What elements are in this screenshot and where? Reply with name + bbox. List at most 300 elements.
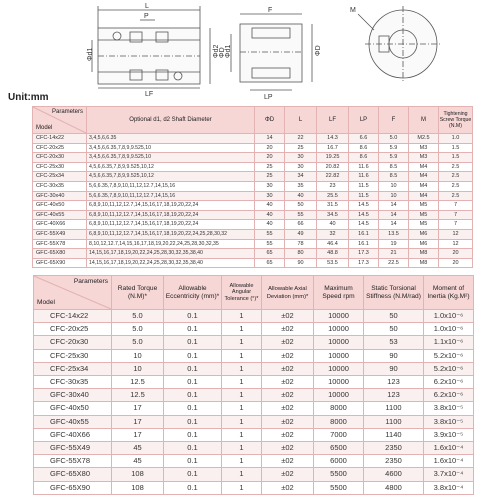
stiffness-cell: 50 <box>364 310 424 323</box>
header-LP: LP <box>349 107 379 134</box>
LF-cell: 25.5 <box>317 191 349 201</box>
eccentricity-cell: 0.1 <box>164 389 222 402</box>
max-speed-cell: 10000 <box>314 349 364 362</box>
max-speed-cell: 10000 <box>314 323 364 336</box>
F-cell: 10 <box>379 191 409 201</box>
phiD-cell: 30 <box>255 191 285 201</box>
stiffness-cell: 123 <box>364 389 424 402</box>
table-row <box>33 220 473 230</box>
F-cell: 8.5 <box>379 162 409 172</box>
table-row <box>34 310 474 323</box>
stiffness-cell: 2350 <box>364 442 424 455</box>
inertia-cell: 6.2x10⁻⁶ <box>424 389 474 402</box>
phiD-cell: 65 <box>255 249 285 259</box>
torque-cell: 12 <box>439 239 473 249</box>
stiffness-cell: 1100 <box>364 402 424 415</box>
M-cell: M8 <box>409 249 439 259</box>
shaft-diameter-cell: 5,6,6.35,7,8,9,10,11,12,12.7,14,15,16 <box>87 181 255 191</box>
axial-deviation-cell: ±02 <box>262 389 314 402</box>
table-row <box>33 210 473 220</box>
label-M: M <box>350 7 356 14</box>
eccentricity-cell: 0.1 <box>164 336 222 349</box>
axial-deviation-cell: ±02 <box>262 362 314 375</box>
phiD-cell: 25 <box>255 162 285 172</box>
header2-axial: Allowable Axial Deviation (mm)* <box>262 276 314 310</box>
max-speed-cell: 10000 <box>314 310 364 323</box>
F-cell: 5.0 <box>379 134 409 144</box>
eccentricity-cell: 0.1 <box>164 428 222 441</box>
max-speed-cell: 5500 <box>314 481 364 494</box>
eccentricity-cell: 0.1 <box>164 402 222 415</box>
header-F: F <box>379 107 409 134</box>
LF-cell: 34.5 <box>317 210 349 220</box>
table-row <box>34 442 474 455</box>
eccentricity-cell: 0.1 <box>164 468 222 481</box>
table-row <box>33 181 473 191</box>
LP-cell: 11.6 <box>349 162 379 172</box>
M-cell: M2.5 <box>409 134 439 144</box>
LP-cell: 14.5 <box>349 220 379 230</box>
model-cell: GFC-40X66 <box>33 220 87 230</box>
model-cell: GFC-40X66 <box>34 428 112 441</box>
table-row <box>34 402 474 415</box>
eccentricity-cell: 0.1 <box>164 310 222 323</box>
LF-cell: 22.82 <box>317 172 349 182</box>
torque-cell: 1.0 <box>439 134 473 144</box>
table-row <box>34 389 474 402</box>
F-cell: 14 <box>379 220 409 230</box>
model-cell: CFC-25x34 <box>34 362 112 375</box>
inertia-cell: 3.8x10⁻⁵ <box>424 415 474 428</box>
inertia-cell: 1.6x10⁻⁴ <box>424 442 474 455</box>
stiffness-cell: 90 <box>364 362 424 375</box>
M-cell: M6 <box>409 239 439 249</box>
LP-cell: 11.6 <box>349 172 379 182</box>
model-cell: GFC-55X78 <box>33 239 87 249</box>
model-cell: GFC-55X49 <box>33 229 87 239</box>
inertia-cell: 1.1x10⁻⁶ <box>424 336 474 349</box>
M-cell: M3 <box>409 143 439 153</box>
LP-cell: 17.3 <box>349 249 379 259</box>
label-F: F <box>268 7 273 14</box>
axial-deviation-cell: ±02 <box>262 442 314 455</box>
model-cell: CFC-30x35 <box>34 376 112 389</box>
model-cell: CFC-30x35 <box>33 181 87 191</box>
header2-ang: Allowable Angular Tolerance (°)* <box>222 276 262 310</box>
phiD-cell: 14 <box>255 134 285 144</box>
LF-cell: 20.82 <box>317 162 349 172</box>
table-row <box>33 143 473 153</box>
F-cell: 21 <box>379 249 409 259</box>
label-P: P <box>144 13 149 20</box>
torque-cell: 7 <box>439 201 473 211</box>
inertia-cell: 1.6x10⁻⁴ <box>424 455 474 468</box>
M-cell: M4 <box>409 172 439 182</box>
L-cell: 30 <box>285 153 317 163</box>
shaft-diameter-cell: 6,8,9,10,11,12,12.7,14,15,16,17,18,19,20,22,24 <box>87 220 255 230</box>
stiffness-cell: 4600 <box>364 468 424 481</box>
shaft-diameter-cell: 6,8,9,10,11,12,12.7,14,15,16,17,18,19,20,22,24,25,28,30,32 <box>87 229 255 239</box>
model-cell: CFC-20x30 <box>33 153 87 163</box>
F-cell: 13.5 <box>379 229 409 239</box>
table-row <box>33 201 473 211</box>
F-cell: 14 <box>379 210 409 220</box>
eccentricity-cell: 0.1 <box>164 415 222 428</box>
label-LF: LF <box>145 91 154 98</box>
F-cell: 14 <box>379 201 409 211</box>
rated-torque-cell: 45 <box>112 455 164 468</box>
LP-cell: 6.6 <box>349 134 379 144</box>
label-phi-d2: Φd2 <box>213 44 220 58</box>
L-cell: 80 <box>285 249 317 259</box>
M-cell: M6 <box>409 229 439 239</box>
LP-cell: 16.1 <box>349 229 379 239</box>
M-cell: M4 <box>409 191 439 201</box>
shaft-diameter-cell: 8,10,12,12.7,14,15,16,17,18,19,20,22,24,25,28,30,32,35 <box>87 239 255 249</box>
F-cell: 22.5 <box>379 258 409 268</box>
torque-cell: 7 <box>439 220 473 230</box>
max-speed-cell: 10000 <box>314 376 364 389</box>
M-cell: M5 <box>409 201 439 211</box>
table-row <box>33 162 473 172</box>
LF-cell: 32 <box>317 229 349 239</box>
stiffness-cell: 53 <box>364 336 424 349</box>
rated-torque-cell: 10 <box>112 362 164 375</box>
M-cell: M4 <box>409 162 439 172</box>
LP-cell: 8.6 <box>349 143 379 153</box>
axial-deviation-cell: ±02 <box>262 455 314 468</box>
phiD-cell: 55 <box>255 229 285 239</box>
inertia-cell: 3.7x10⁻⁴ <box>424 468 474 481</box>
angular-tolerance-cell: 1 <box>222 323 262 336</box>
header-torque: Tightening Screw Torque (N.M) <box>439 107 473 134</box>
stiffness-cell: 90 <box>364 349 424 362</box>
performance-header-row <box>34 276 474 310</box>
stiffness-cell: 2350 <box>364 455 424 468</box>
stiffness-cell: 4800 <box>364 481 424 494</box>
F-cell: 5.9 <box>379 143 409 153</box>
table-row <box>33 191 473 201</box>
shaft-diameter-cell: 5,6,6.35,7,8,9,10,11,12,12.7,14,15,16 <box>87 191 255 201</box>
eccentricity-cell: 0.1 <box>164 362 222 375</box>
header2-stiff: Static Torsional Stiffness (N.M/rad) <box>364 276 424 310</box>
header2-speed: Maximum Speed rpm <box>314 276 364 310</box>
header-LF: LF <box>317 107 349 134</box>
L-cell: 30 <box>285 162 317 172</box>
angular-tolerance-cell: 1 <box>222 481 262 494</box>
phiD-cell: 20 <box>255 153 285 163</box>
phiD-cell: 30 <box>255 181 285 191</box>
rated-torque-cell: 10 <box>112 349 164 362</box>
header-model: Model <box>36 125 53 131</box>
axial-deviation-cell: ±02 <box>262 415 314 428</box>
LP-cell: 14.5 <box>349 210 379 220</box>
axial-deviation-cell: ±02 <box>262 323 314 336</box>
axial-deviation-cell: ±02 <box>262 481 314 494</box>
angular-tolerance-cell: 1 <box>222 415 262 428</box>
L-cell: 49 <box>285 229 317 239</box>
model-cell: CFC-25x30 <box>33 162 87 172</box>
unit-label: Unit:mm <box>8 92 49 103</box>
model-cell: GFC-30x40 <box>34 389 112 402</box>
inertia-cell: 6.2x10⁻⁶ <box>424 376 474 389</box>
stiffness-cell: 1100 <box>364 415 424 428</box>
label-LP: LP <box>264 94 273 101</box>
M-cell: M5 <box>409 210 439 220</box>
angular-tolerance-cell: 1 <box>222 362 262 375</box>
label-L: L <box>145 3 149 10</box>
stiffness-cell: 123 <box>364 376 424 389</box>
axial-deviation-cell: ±02 <box>262 336 314 349</box>
phiD-cell: 40 <box>255 220 285 230</box>
axial-deviation-cell: ±02 <box>262 349 314 362</box>
table-row <box>34 323 474 336</box>
stiffness-cell: 1140 <box>364 428 424 441</box>
model-cell: GFC-65X90 <box>34 481 112 494</box>
LF-cell: 53.5 <box>317 258 349 268</box>
torque-cell: 20 <box>439 258 473 268</box>
stiffness-cell: 50 <box>364 323 424 336</box>
inertia-cell: 1.0x10⁻⁶ <box>424 310 474 323</box>
rated-torque-cell: 17 <box>112 415 164 428</box>
rated-torque-cell: 17 <box>112 402 164 415</box>
rated-torque-cell: 108 <box>112 481 164 494</box>
max-speed-cell: 6000 <box>314 455 364 468</box>
coupling-side-body <box>240 24 302 82</box>
header-parameters-model <box>33 107 87 134</box>
header2-inertia: Moment of Inertia (Kg.M²) <box>424 276 474 310</box>
torque-cell: 2.5 <box>439 191 473 201</box>
table-row <box>34 362 474 375</box>
table-row <box>34 428 474 441</box>
rated-torque-cell: 45 <box>112 442 164 455</box>
model-cell: CFC-14x22 <box>33 134 87 144</box>
L-cell: 22 <box>285 134 317 144</box>
phiD-cell: 40 <box>255 210 285 220</box>
axial-deviation-cell: ±02 <box>262 402 314 415</box>
table-row <box>33 134 473 144</box>
angular-tolerance-cell: 1 <box>222 402 262 415</box>
eccentricity-cell: 0.1 <box>164 481 222 494</box>
L-cell: 25 <box>285 143 317 153</box>
performance-table <box>33 275 474 495</box>
angular-tolerance-cell: 1 <box>222 428 262 441</box>
rated-torque-cell: 17 <box>112 428 164 441</box>
model-cell: GFC-40x50 <box>33 201 87 211</box>
LP-cell: 17.3 <box>349 258 379 268</box>
model-cell: CFC-20x25 <box>33 143 87 153</box>
table-row <box>34 349 474 362</box>
eccentricity-cell: 0.1 <box>164 349 222 362</box>
table-row <box>33 239 473 249</box>
torque-cell: 2.5 <box>439 162 473 172</box>
LF-cell: 46.4 <box>317 239 349 249</box>
label-phi-D-mid: ΦD <box>315 45 322 56</box>
torque-cell: 1.5 <box>439 143 473 153</box>
L-cell: 35 <box>285 181 317 191</box>
L-cell: 66 <box>285 220 317 230</box>
F-cell: 8.5 <box>379 172 409 182</box>
torque-cell: 7 <box>439 210 473 220</box>
header2-rated: Rated Torque (N.M)* <box>112 276 164 310</box>
table-row <box>33 249 473 259</box>
phiD-cell: 25 <box>255 172 285 182</box>
max-speed-cell: 7000 <box>314 428 364 441</box>
phiD-cell: 40 <box>255 201 285 211</box>
inertia-cell: 3.9x10⁻⁵ <box>424 428 474 441</box>
torque-cell: 2.5 <box>439 181 473 191</box>
eccentricity-cell: 0.1 <box>164 323 222 336</box>
angular-tolerance-cell: 1 <box>222 349 262 362</box>
angular-tolerance-cell: 1 <box>222 376 262 389</box>
label-phi-d1: Φd1 <box>87 47 94 61</box>
LF-cell: 48.8 <box>317 249 349 259</box>
model-cell: CFC-25x30 <box>34 349 112 362</box>
model-cell: CFC-20x25 <box>34 323 112 336</box>
axial-deviation-cell: ±02 <box>262 428 314 441</box>
angular-tolerance-cell: 1 <box>222 336 262 349</box>
M-cell: M4 <box>409 181 439 191</box>
table-row <box>33 153 473 163</box>
LP-cell: 16.1 <box>349 239 379 249</box>
LP-cell: 8.6 <box>349 153 379 163</box>
table-row <box>34 376 474 389</box>
L-cell: 78 <box>285 239 317 249</box>
axial-deviation-cell: ±02 <box>262 468 314 481</box>
angular-tolerance-cell: 1 <box>222 455 262 468</box>
L-cell: 50 <box>285 201 317 211</box>
inertia-cell: 5.2x10⁻⁶ <box>424 362 474 375</box>
dimensions-table <box>32 106 473 268</box>
shaft-diameter-cell: 3,4,5,6,6.35 <box>87 134 255 144</box>
rated-torque-cell: 12.5 <box>112 389 164 402</box>
header2-parameters-model <box>34 276 112 310</box>
table-row <box>34 415 474 428</box>
angular-tolerance-cell: 1 <box>222 442 262 455</box>
header-L: L <box>285 107 317 134</box>
LF-cell: 31.5 <box>317 201 349 211</box>
rated-torque-cell: 5.0 <box>112 310 164 323</box>
model-cell: GFC-55X49 <box>34 442 112 455</box>
max-speed-cell: 6500 <box>314 442 364 455</box>
M-cell: M3 <box>409 153 439 163</box>
L-cell: 90 <box>285 258 317 268</box>
torque-cell: 1.5 <box>439 153 473 163</box>
model-cell: CFC-25x34 <box>33 172 87 182</box>
model-cell: GFC-65X90 <box>33 258 87 268</box>
torque-cell: 20 <box>439 249 473 259</box>
header-M: M <box>409 107 439 134</box>
rated-torque-cell: 5.0 <box>112 323 164 336</box>
model-cell: GFC-65X80 <box>33 249 87 259</box>
inertia-cell: 1.0x10⁻⁶ <box>424 323 474 336</box>
max-speed-cell: 8000 <box>314 415 364 428</box>
header-phiD: ΦD <box>255 107 285 134</box>
F-cell: 10 <box>379 181 409 191</box>
shaft-diameter-cell: 4,5,6,6.35,7,8,9,9.525,10,12 <box>87 172 255 182</box>
eccentricity-cell: 0.1 <box>164 455 222 468</box>
model-cell: GFC-40x55 <box>34 415 112 428</box>
model-cell: GFC-55X78 <box>34 455 112 468</box>
table-row <box>34 481 474 494</box>
phiD-cell: 65 <box>255 258 285 268</box>
rated-torque-cell: 5.0 <box>112 336 164 349</box>
shaft-diameter-cell: 14,15,16,17,18,19,20,22,24,25,28,30,32,35,38,40 <box>87 249 255 259</box>
LF-cell: 19.25 <box>317 153 349 163</box>
header2-ecc: Allowable Eccentricity (mm)* <box>164 276 222 310</box>
LP-cell: 14.5 <box>349 201 379 211</box>
header-parameters: Parameters <box>51 109 83 115</box>
L-cell: 40 <box>285 191 317 201</box>
LF-cell: 16.7 <box>317 143 349 153</box>
L-cell: 55 <box>285 210 317 220</box>
shaft-diameter-cell: 6,8,9,10,11,12,12.7,14,15,16,17,18,19,20,22,24 <box>87 201 255 211</box>
LP-cell: 11.5 <box>349 191 379 201</box>
header2-parameters: Parameters <box>73 278 108 285</box>
angular-tolerance-cell: 1 <box>222 389 262 402</box>
model-cell: GFC-65X80 <box>34 468 112 481</box>
model-cell: GFC-40x50 <box>34 402 112 415</box>
LF-cell: 40 <box>317 220 349 230</box>
axial-deviation-cell: ±02 <box>262 376 314 389</box>
table-row <box>34 468 474 481</box>
L-cell: 34 <box>285 172 317 182</box>
eccentricity-cell: 0.1 <box>164 442 222 455</box>
eccentricity-cell: 0.1 <box>164 376 222 389</box>
shaft-diameter-cell: 3,4,5,6,6.35,7,8,9,9.525,10 <box>87 153 255 163</box>
table-row <box>34 336 474 349</box>
dimensions-header-row <box>33 107 473 134</box>
label-phi-D: ΦD <box>219 47 226 58</box>
M-cell: M5 <box>409 220 439 230</box>
shaft-diameter-cell: 14,15,16,17,18,19,20,22,24,25,28,30,32,35,38,40 <box>87 258 255 268</box>
table-row <box>33 172 473 182</box>
phiD-cell: 55 <box>255 239 285 249</box>
shaft-diameter-cell: 3,4,5,6,6.35,7,8,9,9.525,10 <box>87 143 255 153</box>
max-speed-cell: 10000 <box>314 362 364 375</box>
header2-model: Model <box>37 299 55 306</box>
F-cell: 19 <box>379 239 409 249</box>
LP-cell: 11.5 <box>349 181 379 191</box>
shaft-diameter-cell: 4,5,6,6.35,7,8,9,9.525,10,12 <box>87 162 255 172</box>
inertia-cell: 3.8x10⁻⁴ <box>424 481 474 494</box>
LF-cell: 14.3 <box>317 134 349 144</box>
model-cell: CFC-14x22 <box>34 310 112 323</box>
table-row <box>33 258 473 268</box>
header-optional: Optional d1, d2 Shaft Diameter <box>87 107 255 134</box>
max-speed-cell: 8000 <box>314 402 364 415</box>
model-cell: GFC-40x55 <box>33 210 87 220</box>
max-speed-cell: 10000 <box>314 336 364 349</box>
torque-cell: 12 <box>439 229 473 239</box>
inertia-cell: 3.8x10⁻⁵ <box>424 402 474 415</box>
angular-tolerance-cell: 1 <box>222 468 262 481</box>
model-cell: GFC-30x40 <box>33 191 87 201</box>
LF-cell: 23 <box>317 181 349 191</box>
axial-deviation-cell: ±02 <box>262 310 314 323</box>
inertia-cell: 5.2x10⁻⁶ <box>424 349 474 362</box>
M-cell: M8 <box>409 258 439 268</box>
max-speed-cell: 10000 <box>314 389 364 402</box>
phiD-cell: 20 <box>255 143 285 153</box>
torque-cell: 2.5 <box>439 172 473 182</box>
shaft-diameter-cell: 6,8,9,10,11,12,12.7,14,15,16,17,18,19,20,22,24 <box>87 210 255 220</box>
max-speed-cell: 5500 <box>314 468 364 481</box>
rated-torque-cell: 12.5 <box>112 376 164 389</box>
rated-torque-cell: 108 <box>112 468 164 481</box>
table-row <box>34 455 474 468</box>
label-phi-d1-mid: Φd1 <box>225 44 232 58</box>
